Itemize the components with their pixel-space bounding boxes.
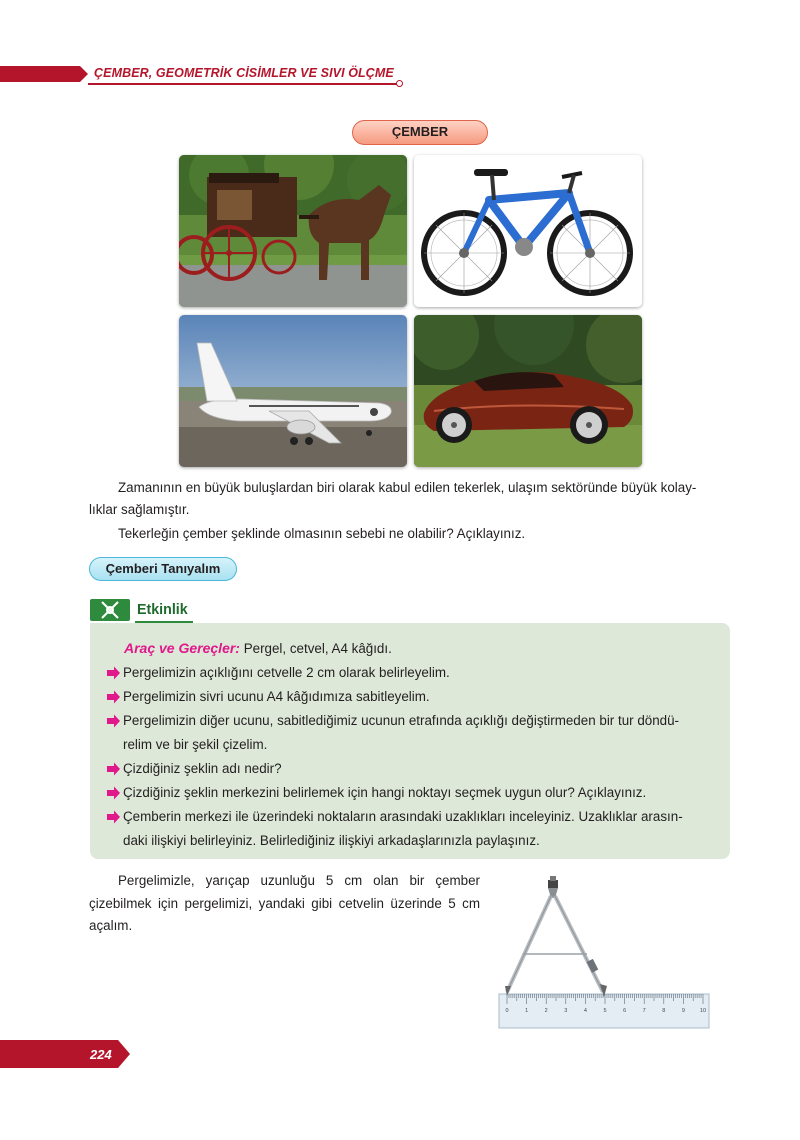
intro-question: Tekerleğin çember şeklinde olmasının sebebi ne olabilir? Açıklayınız. [118,526,526,541]
ruler-tick-label: 9 [681,1008,685,1014]
activity-underline [135,621,193,623]
chapter-title: ÇEMBER, GEOMETRİK CİSİMLER VE SIVI ÖLÇME [94,66,394,80]
compass-icon [505,876,607,997]
horse-carriage-photo [179,155,407,307]
ruler-tick-label: 2 [544,1008,548,1014]
sports-car-photo [414,315,642,467]
activity-item: Pergelimizin sivri ucunu A4 kâğıdımıza sabitleyelim. [106,685,718,709]
arrow-bullet-icon [106,805,121,829]
ruler-tick-label: 8 [662,1008,666,1014]
ruler-tick-label: 3 [564,1008,568,1014]
compass-ruler-illustration [495,876,713,1032]
activity-item: Çemberin merkezi ile üzerindeki noktaların arasındaki uzaklıkları inceleyiniz. Uzaklıklar arasın- daki ilişkiyi belirleyiniz. Belirlediğiniz ilişkiyi arkadaşlarınızla paylaşınız. [106,805,718,853]
ruler-tick-label: 7 [642,1008,646,1014]
section-title: ÇEMBER [352,120,488,145]
arrow-bullet-icon [106,709,121,733]
tools-icon [90,599,130,621]
ruler-tick-label: 10 [699,1008,707,1014]
tools-label: Araç ve Gereçler: [124,640,240,656]
intro-paragraph-line-2: lıklar sağlamıştır. [89,502,190,517]
subheading-pill: Çemberi Tanıyalım [89,557,237,581]
header-ribbon [0,66,88,82]
ruler-tick-label: 6 [623,1008,627,1014]
activity-item: Çizdiğiniz şeklin merkezini belirlemek için hangi noktayı seçmek uygun olur? Açıklayınız. [106,781,718,805]
bicycle-photo [414,155,642,307]
arrow-bullet-icon [106,757,121,781]
activity-item: Pergelimizin açıklığını cetvelle 2 cm olarak belirleyelim. [106,661,718,685]
header-underline [88,83,398,85]
page-number: 224 [90,1047,112,1062]
tools-line [124,637,392,660]
arrow-bullet-icon [106,685,121,709]
activity-item: Pergelimizin diğer ucunu, sabitlediğimiz ucunun etrafında açıklığı değiştirmeden bir tur döndü- relim ve bir şekil çizelim. [106,709,718,757]
activity-item: Çizdiğiniz şeklin adı nedir? [106,757,718,781]
arrow-bullet-icon [106,661,121,685]
ruler-tick-label: 0 [505,1008,509,1014]
airplane-photo [179,315,407,467]
ruler-tick-label: 4 [583,1008,587,1014]
arrow-bullet-icon [106,781,121,805]
header-dot [396,80,403,87]
intro-paragraph-line-1: Zamanının en büyük buluşlardan biri olarak kabul edilen tekerlek, ulaşım sektöründe büyük kolay- [118,480,697,495]
activity-title: Etkinlik [137,601,188,618]
ruler-tick-label: 1 [525,1008,529,1014]
ruler-tick-label: 5 [603,1008,607,1014]
tools-list: Pergel, cetvel, A4 kâğıdı. [239,641,392,656]
compass-paragraph: Pergelimizle, yarıçap uzunluğu 5 cm olan bir çember çizebilmek için pergelimizi, yandaki gibi cetvelin üzerinde 5 cm açalım. [89,873,480,933]
